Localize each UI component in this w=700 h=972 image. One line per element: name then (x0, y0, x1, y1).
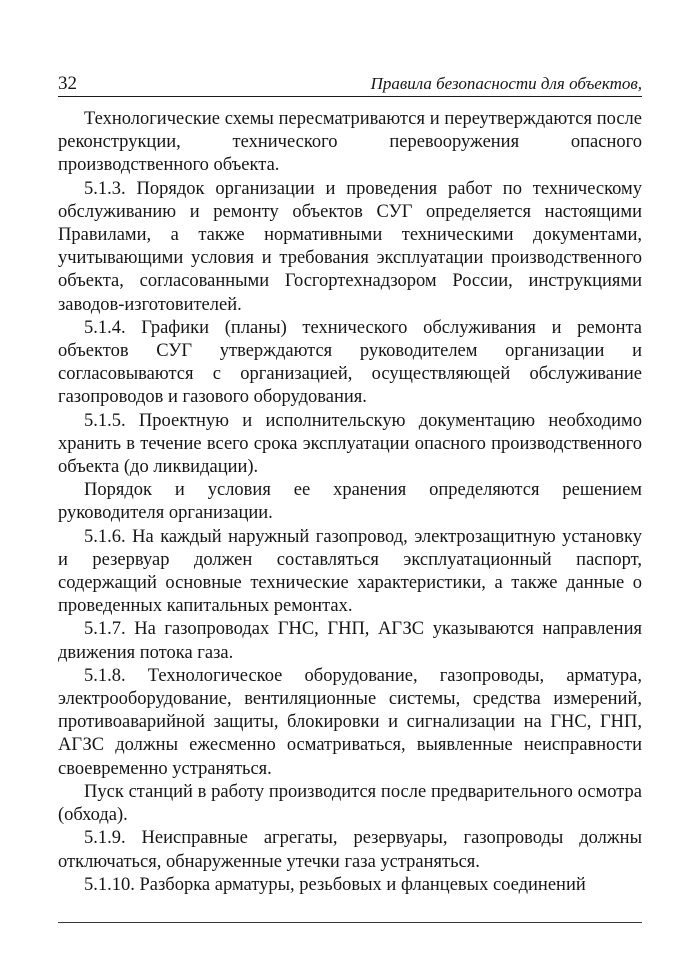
running-header (58, 72, 642, 97)
page-number: 32 (58, 73, 77, 94)
paragraph: 5.1.10. Разборка арматуры, резьбовых и фланцевых соединений (84, 874, 586, 895)
bottom-rule (58, 922, 642, 923)
paragraph: Технологические схемы пересматриваются и переутверждаются после реконструкции, технического перевооружения опасного производственного объекта. (58, 109, 642, 176)
paragraph: 5.1.7. На газопроводах ГНС, ГНП, АГЗС указываются направления движения потока газа. (58, 619, 642, 663)
body-text (58, 108, 642, 897)
paragraph: Пуск станций в работу производится после предварительного осмотра (обхода). (58, 781, 642, 826)
paragraph: Порядок и условия ее хранения определяются решением руководителя организации. (58, 480, 642, 524)
paragraph: 5.1.6. На каждый наружный газопровод, электрозащитную установку и резервуар должен составляться эксплуатационный паспорт, содержащий основные технические характеристики, а также данные о проведенных капитальных ремонтах. (58, 526, 642, 617)
paragraph: 5.1.8. Технологическое оборудование, газопроводы, арматура, электрооборудование, вентиляционные системы, средства измерений, противоаварийной защиты, блокировки и сигнализации на ГНС, ГНП, АГЗС должны ежесменно осматриваться, выявленные неисправности своевременно устраняться. (58, 665, 642, 779)
paragraph: 5.1.5. Проектную и исполнительскую документацию необходимо хранить в течение всего срока эксплуатации опасного производственного объекта (до ликвидации). (58, 410, 642, 478)
paragraph: 5.1.4. Графики (планы) технического обслуживания и ремонта объектов СУГ утверждаются руководителем организации и согласовываются с организацией, осуществляющей обслуживание газопроводов и газового оборудования. (58, 317, 642, 408)
running-title: Правила безопасности для объектов, (370, 74, 642, 93)
paragraph: 5.1.9. Неисправные агрегаты, резервуары, газопроводы должны отключаться, обнаруженные утечки газа устраняться. (58, 828, 642, 872)
paragraph: 5.1.3. Порядок организации и проведения работ по техническому обслуживанию и ремонту объектов СУГ определяется настоящими Правилами, а также нормативными техническими документами, учитывающими условия и требования эксплуатации производственного объекта, согласованными Госгортехнадзором России, инструкциями заводов-изготовителей. (58, 178, 642, 315)
